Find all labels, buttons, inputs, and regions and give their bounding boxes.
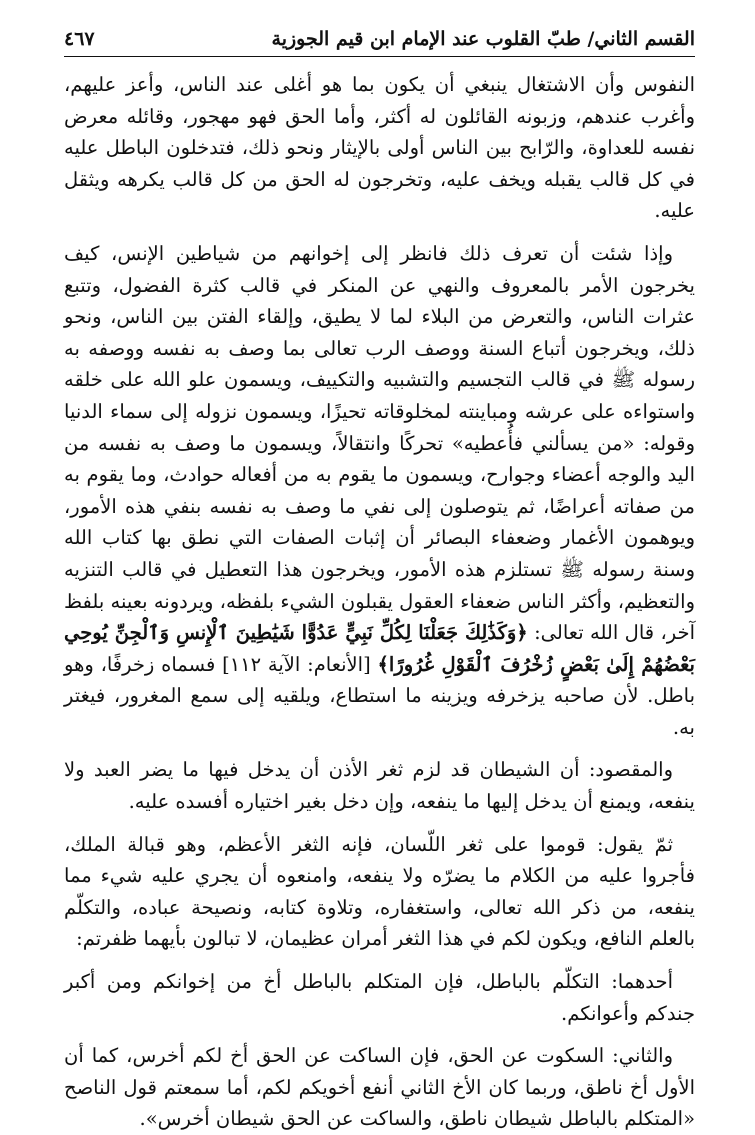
- paragraph-1: [64, 69, 695, 227]
- paragraph-4: [64, 829, 695, 955]
- paragraph-4-text: ثمّ يقول: قوموا على ثغر اللّسان، فإنه الثغر الأعظم، وهو قبالة الملك، فأجروا عليه من الكلام ما يضرّه ولا ينفعه، وامنعوه أن يجري عليه شيء مما ينفعه، من ذكر الله تعالى، واستغفاره، وتلاوة كتابه، ونصيحة عباده، والتكلّم بالعلم النافع، ويكون لكم في هذا الثغر أمران عظيمان، لا تبالون بأيهما ظفرتم:: [64, 832, 695, 951]
- paragraph-5: [64, 966, 695, 1029]
- paragraph-2: [64, 238, 695, 744]
- quran-verse: ﴿وَكَذَٰلِكَ جَعَلْنَا لِكُلِّ نَبِيٍّ عَدُوًّا شَيَٰطِينَ ٱلْإِنسِ وَٱلْجِنِّ يُوحِي بَعْضُهُمْ إِلَىٰ بَعْضٍ زُخْرُفَ ٱلْقَوْلِ غُرُورًا﴾: [64, 621, 695, 676]
- paragraph-2-text: وإذا شئت أن تعرف ذلك فانظر إلى إخوانهم من شياطين الإنس، كيف يخرجون الأمر بالمعروف والنهي عن المنكر في قالب كثرة الفضول، وتتبع عثرات الناس، والتعرض من البلاء لما لا يطيق، وإلقاء الفتن بين الناس، ونحو ذلك، ويخرجون أتباع السنة ووصف الرب تعالى بما وصف به نفسه ووصفه به رسوله ﷺ في قالب التجسيم والتشبيه والتكييف، ويسمون علو الله على خلقه واستواءه على عرشه ومباينته لمخلوقاته تحيزًا، ويسمون نزوله إلى سماء الدنيا وقوله: «من يسألني فأُعطيه» تحركًا وانتقالاً، ويسمون ما وصف به نفسه من اليد والوجه أعضاء وجوارح، ويسمون ما يقوم به من أفعاله حوادث، وما يقوم به من صفاته أعراضًا، ثم يتوصلون إلى نفي ما وصف به نفسه بنفي هذه الأمور، ويوهمون الأغمار وضعفاء البصائر أن إثبات الصفات التي نطق بها كتاب الله وسنة رسوله ﷺ تستلزم هذه الأمور، ويخرجون هذا التعطيل في قالب التنزيه والتعظيم، وأكثر الناس ضعفاء العقول يقبلون الشيء بلفظه، ويردونه بعينه بلفظ آخر، قال الله تعالى:: [64, 241, 695, 645]
- paragraph-6: [64, 1040, 695, 1135]
- paragraph-1-text: النفوس وأن الاشتغال ينبغي أن يكون بما هو أغلى عند الناس، وأعز عليهم، وأغرب عندهم، وزبونه القائلون له أكثر، وأما الحق فهو مهجور، وقائله معرض نفسه للعداوة، والرّابح بين الناس أولى بالإيثار ونحو ذلك، فتدخلون الباطل عليه في كل قالب يقبله ويخف عليه، وتخرجون له الحق من كل قالب يكرهه ويثقل عليه.: [64, 73, 695, 223]
- paragraph-6-text: والثاني: السكوت عن الحق، فإن الساكت عن الحق أخ لكم أخرس، كما أن الأول أخ ناطق، وربما كان الأخ الثاني أنفع أخويكم لكم، أما سمعتم قول الناصح «المتكلم بالباطل شيطان ناطق، والساكت عن الحق شيطان أخرس».: [64, 1044, 695, 1131]
- running-header: [64, 26, 695, 57]
- page-number: ٤٦٧: [64, 28, 95, 50]
- paragraph-3-text: والمقصود: أن الشيطان قد لزم ثغر الأذن أن يدخل فيها ما يضر العبد ولا ينفعه، ويمنع أن يدخل إليها ما ينفعه، وإن دخل بغير اختياره أفسده عليه.: [64, 758, 695, 814]
- page-body: [64, 69, 695, 1135]
- header-title: القسم الثاني/ طبّ القلوب عند الإمام ابن قيم الجوزية: [271, 28, 695, 50]
- paragraph-3: [64, 754, 695, 817]
- paragraph-5-text: أحدهما: التكلّم بالباطل، فإن المتكلم بالباطل أخ من إخوانكم ومن أكبر جندكم وأعوانكم.: [64, 970, 695, 1025]
- paragraph-2-after: [الأنعام: الآية ١١٢] فسماه زخرفًا، وهو باطل. لأن صاحبه يزخرفه ويزينه ما استطاع، ويلقيه إلى سمع المغرور، فيغتر به.: [64, 652, 695, 739]
